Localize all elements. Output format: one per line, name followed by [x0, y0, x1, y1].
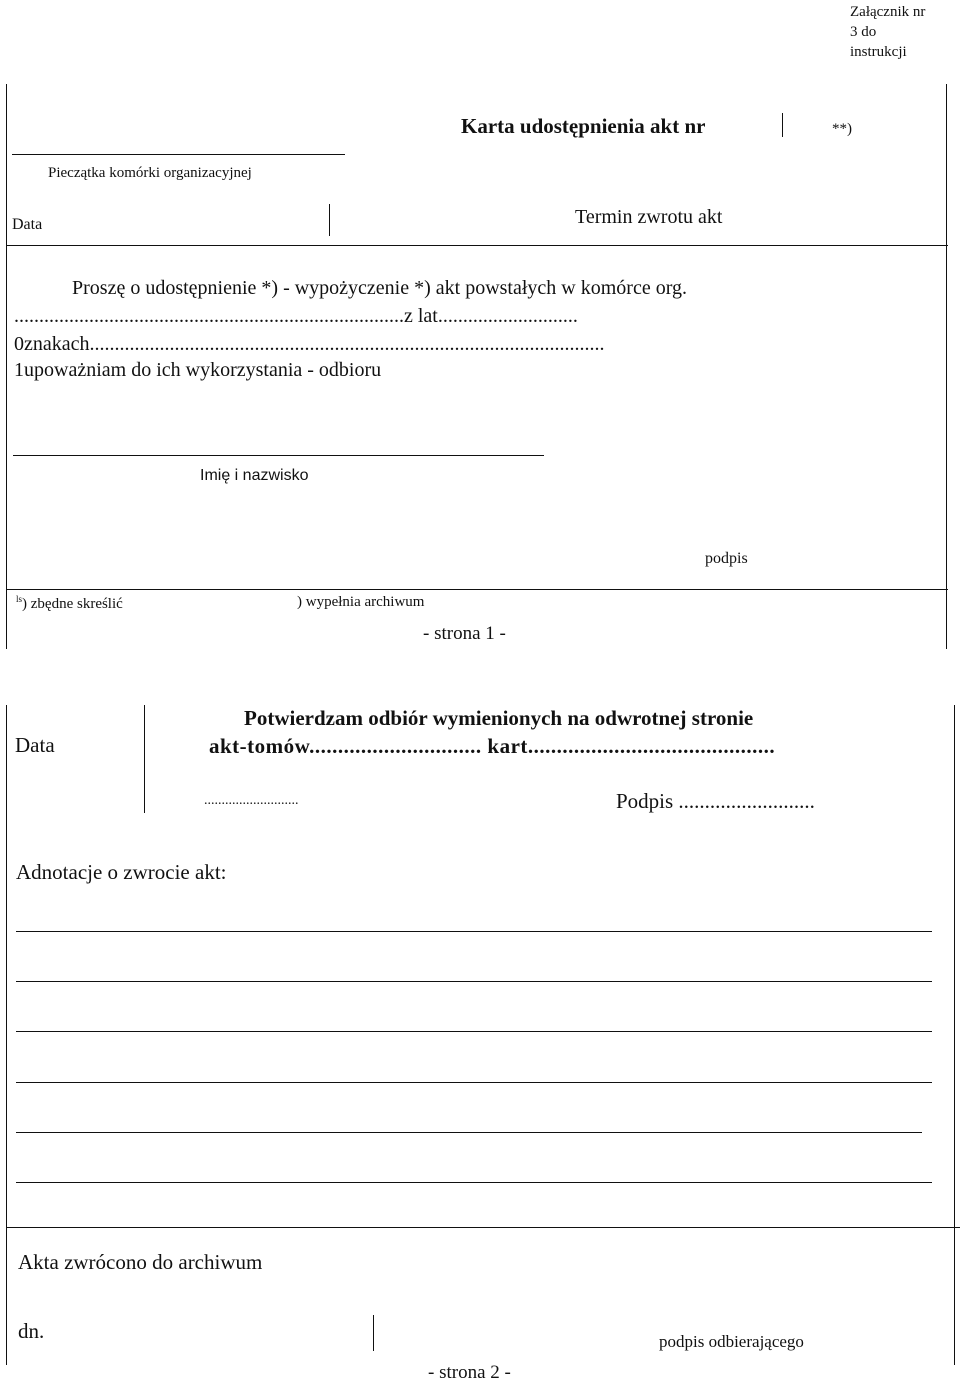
footnote-1 [16, 594, 123, 613]
request-line-4: 1upoważniam do ich wykorzystania - odbioru [14, 359, 382, 381]
receiver-signature-label: podpis odbierającego [659, 1332, 804, 1351]
page-2-right-border [954, 705, 955, 1365]
stamp-line [12, 154, 345, 155]
card-title: Karta udostępnienia akt nr [461, 114, 706, 138]
stamp-label: Pieczątka komórki organizacyjnej [48, 165, 252, 181]
title-field-left-mark [782, 113, 783, 137]
attachment-note [850, 2, 925, 62]
attachment-line-2: 3 do [850, 24, 877, 40]
attachment-line-1: Załącznik nr [850, 4, 926, 20]
page-1-divider-top [6, 245, 948, 246]
footnote-1-text: ) zbędne skreślić [22, 596, 123, 612]
page-number-1: - strona 1 - [423, 623, 506, 644]
page-1-divider-bottom [6, 589, 948, 590]
notes-line-1 [16, 931, 932, 932]
notes-line-5 [16, 1132, 922, 1133]
name-label: Imię i nazwisko [200, 467, 309, 484]
title-footnote-mark: **) [832, 121, 852, 137]
date-field-right-mark [329, 204, 330, 236]
day-label: dn. [18, 1319, 45, 1343]
receipt-signature-label: Podpis .......................... [616, 789, 815, 813]
confirm-line-1: Potwierdzam odbiór wymienionych na odwrotnej stronie [244, 706, 754, 730]
notes-label: Adnotacje o zwrocie akt: [16, 860, 227, 884]
notes-line-3 [16, 1031, 932, 1032]
notes-line-6 [16, 1182, 932, 1183]
signature-label: podpis [705, 550, 748, 567]
footnote-1-mark: ls [16, 594, 23, 604]
date-label: Data [12, 216, 43, 233]
notes-line-2 [16, 981, 932, 982]
receipt-date-separator [144, 705, 145, 813]
receipt-dots-field: ........................... [204, 793, 299, 808]
request-line-1: Proszę o udostępnienie *) - wypożyczenie *) akt powstałych w komórce org. [72, 277, 688, 299]
returned-label: Akta zwrócono do archiwum [18, 1250, 263, 1274]
confirm-line-2: akt-tomów.............................. kart........................................... [209, 734, 776, 758]
page-number-2: - strona 2 - [428, 1362, 511, 1383]
day-field-right-mark [373, 1315, 374, 1351]
page-1-left-border [6, 84, 7, 649]
footnote-2: ) wypełnia archiwum [297, 594, 425, 610]
return-term-label: Termin zwrotu akt [575, 206, 723, 228]
page-2-divider [6, 1227, 960, 1228]
request-line-2: ..............................................................................z lat............................ [14, 305, 578, 327]
attachment-line-3: instrukcji [850, 44, 907, 60]
request-line-3: 0znakach....................................................................................................... [14, 333, 605, 355]
page-1-right-border [946, 84, 947, 649]
name-line [13, 455, 544, 456]
notes-line-4 [16, 1082, 932, 1083]
receipt-date-label: Data [15, 733, 55, 757]
page-2-left-border [6, 705, 7, 1365]
